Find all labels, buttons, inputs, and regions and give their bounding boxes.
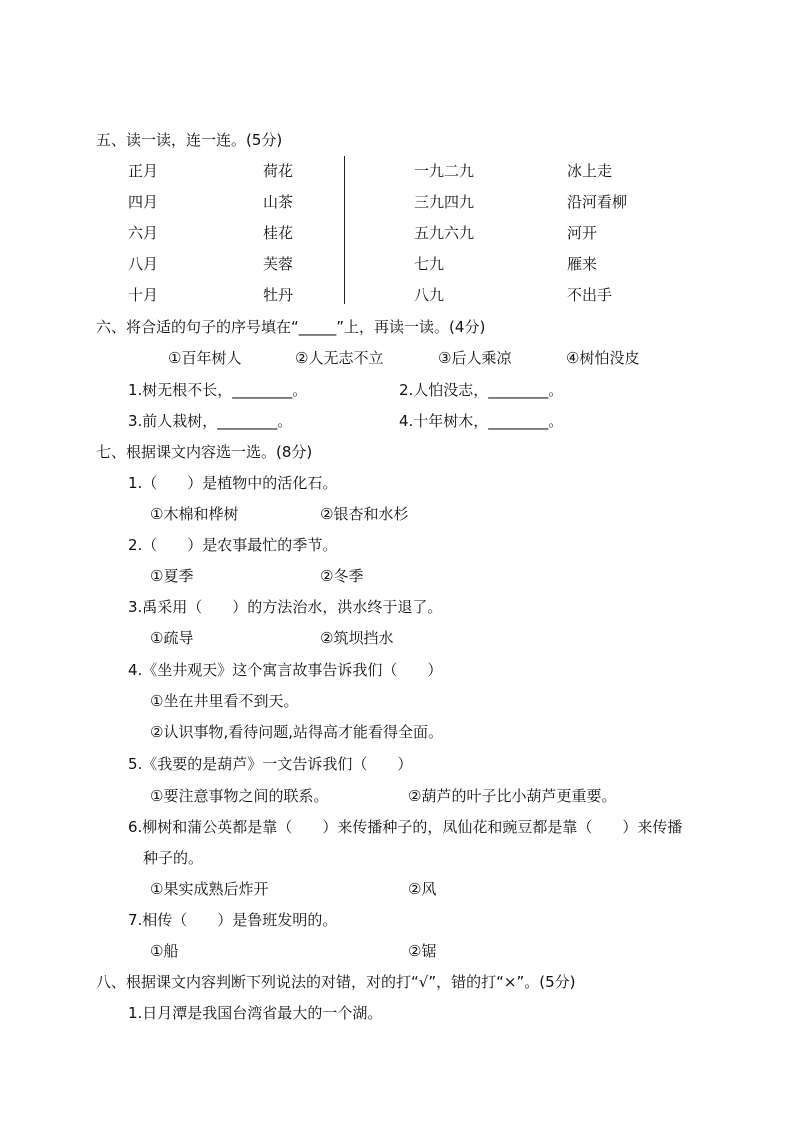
choice-6a: ①果实成熟后炸开 xyxy=(150,880,269,898)
phenomenon-3: 河开 xyxy=(567,224,598,242)
month-1: 正月 xyxy=(128,162,159,180)
month-5: 十月 xyxy=(128,286,159,304)
choice-question-5: 5.《我要的是葫芦》一文告诉我们（ ） xyxy=(128,755,413,773)
section-6-title: 六、将合适的句子的序号填在“_____”上，再读一读。(4分) xyxy=(96,318,486,336)
phenomenon-5: 不出手 xyxy=(567,286,613,304)
nine-1: 一九二九 xyxy=(414,162,475,180)
section-7-title: 七、根据课文内容选一选。(8分) xyxy=(96,443,313,461)
choice-2a: ①夏季 xyxy=(150,567,194,585)
flower-5: 牡丹 xyxy=(263,286,294,304)
choice-2b: ②冬季 xyxy=(320,567,364,585)
choice-question-3: 3.禹采用（ ）的方法治水，洪水终于退了。 xyxy=(128,598,443,616)
fill-question-3: 3.前人栽树，________。 xyxy=(128,412,293,430)
choice-7a: ①船 xyxy=(150,942,179,960)
column-divider xyxy=(344,156,345,304)
section-5-title: 五、读一读，连一连。(5分) xyxy=(96,131,283,149)
flower-4: 芙蓉 xyxy=(263,255,294,273)
nine-2: 三九四九 xyxy=(414,193,475,211)
option-3: ③后人乘凉 xyxy=(438,349,512,367)
nine-3: 五九六九 xyxy=(414,224,475,242)
option-4: ④树怕没皮 xyxy=(566,349,640,367)
choice-question-4: 4.《坐井观天》这个寓言故事告诉我们（ ） xyxy=(128,661,443,679)
month-2: 四月 xyxy=(128,193,159,211)
section-8-title: 八、根据课文内容判断下列说法的对错，对的打“√”，错的打“×”。(5分) xyxy=(96,973,576,991)
phenomenon-2: 沿河看柳 xyxy=(567,193,628,211)
phenomenon-1: 冰上走 xyxy=(567,162,613,180)
flower-3: 桂花 xyxy=(263,224,294,242)
option-2: ②人无志不立 xyxy=(295,349,384,367)
choice-4b: ②认识事物,看待问题,站得高才能看得全面。 xyxy=(150,723,443,741)
choice-question-1: 1.（ ）是植物中的活化石。 xyxy=(128,474,338,492)
choice-6b: ②风 xyxy=(408,880,437,898)
fill-question-2: 2.人怕没志，________。 xyxy=(399,381,564,399)
month-3: 六月 xyxy=(128,224,159,242)
judge-question-1: 1.日月潭是我国台湾省最大的一个湖。 xyxy=(128,1004,383,1022)
choice-3b: ②筑坝挡水 xyxy=(320,629,394,647)
choice-5a: ①要注意事物之间的联系。 xyxy=(150,787,329,805)
choice-question-6: 6.柳树和蒲公英都是靠（ ）来传播种子的，凤仙花和豌豆都是靠（ ）来传播 xyxy=(128,818,683,836)
choice-question-2: 2.（ ）是农事最忙的季节。 xyxy=(128,536,338,554)
fill-question-4: 4.十年树木，________。 xyxy=(399,412,564,430)
flower-1: 荷花 xyxy=(263,162,294,180)
choice-question-7: 7.相传（ ）是鲁班发明的。 xyxy=(128,911,338,929)
nine-4: 七九 xyxy=(414,255,445,273)
choice-1b: ②银杏和水杉 xyxy=(320,505,409,523)
choice-5b: ②葫芦的叶子比小葫芦更重要。 xyxy=(408,787,617,805)
phenomenon-4: 雁来 xyxy=(567,255,598,273)
choice-3a: ①疏导 xyxy=(150,629,194,647)
choice-4a: ①坐在井里看不到天。 xyxy=(150,692,299,710)
choice-question-6-cont: 种子的。 xyxy=(143,849,204,867)
choice-7b: ②锯 xyxy=(408,942,437,960)
month-4: 八月 xyxy=(128,255,159,273)
choice-1a: ①木棉和桦树 xyxy=(150,505,239,523)
fill-question-1: 1.树无根不长，________。 xyxy=(128,381,308,399)
option-1: ①百年树人 xyxy=(168,349,242,367)
flower-2: 山茶 xyxy=(263,193,294,211)
nine-5: 八九 xyxy=(414,286,445,304)
